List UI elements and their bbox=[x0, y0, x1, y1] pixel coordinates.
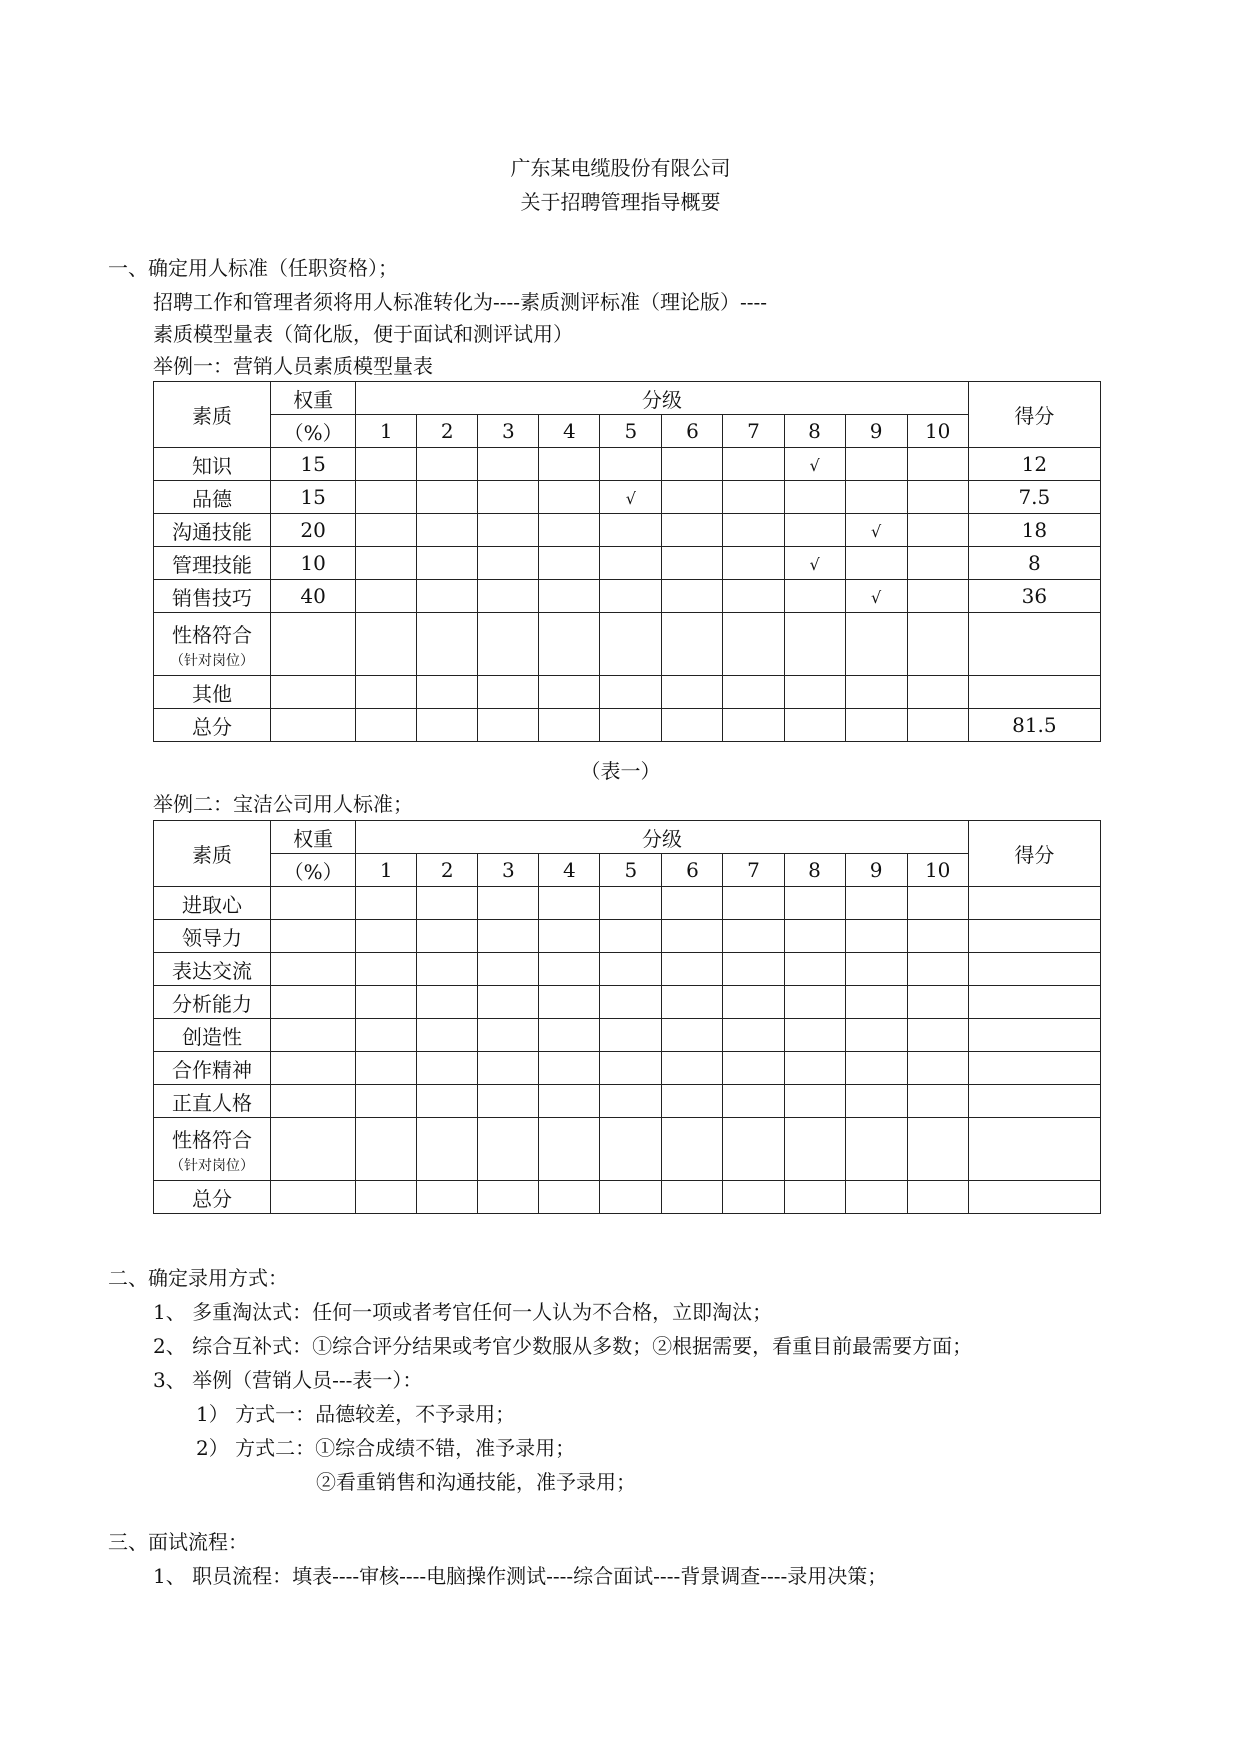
level-cell-6 bbox=[662, 514, 723, 547]
row-score bbox=[968, 676, 1100, 709]
level-cell-1 bbox=[356, 613, 417, 676]
level-cell-5 bbox=[600, 1181, 662, 1214]
level-cell-4 bbox=[539, 676, 600, 709]
row-score: 18 bbox=[968, 514, 1100, 547]
level-cell-4 bbox=[539, 613, 600, 676]
level-cell-8 bbox=[784, 580, 845, 613]
level-cell-1 bbox=[356, 1052, 417, 1085]
level-cell-10 bbox=[907, 953, 968, 986]
level-cell-1 bbox=[356, 1181, 417, 1214]
level-cell-7 bbox=[723, 514, 784, 547]
row-weight: 20 bbox=[271, 514, 356, 547]
table-row bbox=[154, 580, 1101, 613]
row-weight bbox=[271, 953, 356, 986]
level-cell-5 bbox=[600, 1052, 662, 1085]
level-cell-8 bbox=[784, 514, 845, 547]
row-score bbox=[968, 1085, 1100, 1118]
header-level-1: 1 bbox=[356, 415, 417, 448]
level-cell-8 bbox=[784, 953, 845, 986]
level-cell-6 bbox=[662, 580, 723, 613]
row-name: 总分 bbox=[154, 709, 271, 742]
row-weight bbox=[271, 1085, 356, 1118]
level-cell-8 bbox=[784, 986, 845, 1019]
header-weight: 权重 bbox=[271, 821, 356, 854]
header-level-4: 4 bbox=[539, 415, 600, 448]
level-cell-4 bbox=[539, 709, 600, 742]
level-cell-9 bbox=[845, 887, 907, 920]
level-cell-4 bbox=[539, 1085, 600, 1118]
level-cell-7 bbox=[723, 676, 784, 709]
level-cell-6 bbox=[662, 1085, 723, 1118]
row-weight bbox=[271, 1181, 356, 1214]
level-cell-1 bbox=[356, 448, 417, 481]
level-cell-3 bbox=[478, 481, 539, 514]
level-cell-2 bbox=[417, 448, 478, 481]
row-score: 8 bbox=[968, 547, 1100, 580]
level-cell-4 bbox=[539, 448, 600, 481]
level-cell-8 bbox=[784, 676, 845, 709]
level-cell-7 bbox=[723, 580, 784, 613]
level-cell-7 bbox=[723, 1019, 784, 1052]
header-level-3: 3 bbox=[478, 854, 539, 887]
level-cell-6 bbox=[662, 887, 723, 920]
table-row bbox=[154, 920, 1101, 953]
row-name bbox=[154, 1118, 271, 1181]
level-cell-1 bbox=[356, 1019, 417, 1052]
row-name: 品德 bbox=[154, 481, 271, 514]
level-cell-7 bbox=[723, 1181, 784, 1214]
level-cell-9 bbox=[845, 1085, 907, 1118]
level-cell-4 bbox=[539, 920, 600, 953]
row-weight: 10 bbox=[271, 547, 356, 580]
row-score: 12 bbox=[968, 448, 1100, 481]
row-score bbox=[968, 953, 1100, 986]
table-row bbox=[154, 547, 1101, 580]
header-level-8: 8 bbox=[784, 415, 845, 448]
level-cell-10 bbox=[907, 1181, 968, 1214]
table-row bbox=[154, 953, 1101, 986]
section1-heading: 一、确定用人标准（任职资格）； bbox=[108, 256, 398, 280]
level-cell-7 bbox=[723, 1052, 784, 1085]
level-cell-3 bbox=[478, 986, 539, 1019]
level-cell-8 bbox=[784, 1118, 845, 1181]
level-cell-3 bbox=[478, 1085, 539, 1118]
level-cell-1 bbox=[356, 986, 417, 1019]
row-name: 管理技能 bbox=[154, 547, 271, 580]
header-level-8: 8 bbox=[784, 854, 845, 887]
level-cell-6 bbox=[662, 986, 723, 1019]
level-cell-2 bbox=[417, 1181, 478, 1214]
level-cell-8 bbox=[784, 1085, 845, 1118]
level-cell-7 bbox=[723, 1085, 784, 1118]
level-cell-10 bbox=[907, 481, 968, 514]
level-cell-4 bbox=[539, 1181, 600, 1214]
level-cell-4 bbox=[539, 1052, 600, 1085]
level-cell-8 bbox=[784, 547, 845, 580]
row-weight bbox=[271, 920, 356, 953]
level-cell-8 bbox=[784, 481, 845, 514]
header-weight-unit: （%） bbox=[271, 415, 356, 448]
level-cell-4 bbox=[539, 547, 600, 580]
level-cell-4 bbox=[539, 953, 600, 986]
level-cell-10 bbox=[907, 613, 968, 676]
doc-subtitle: 关于招聘管理指导概要 bbox=[520, 190, 721, 214]
level-cell-6 bbox=[662, 1181, 723, 1214]
row-name: 进取心 bbox=[154, 887, 271, 920]
level-cell-1 bbox=[356, 887, 417, 920]
level-cell-5 bbox=[600, 613, 662, 676]
level-cell-6 bbox=[662, 1118, 723, 1181]
level-cell-10 bbox=[907, 920, 968, 953]
example2-label: 举例二：宝洁公司用人标准； bbox=[153, 792, 413, 816]
level-cell-6 bbox=[662, 481, 723, 514]
level-cell-3 bbox=[478, 613, 539, 676]
row-weight: 40 bbox=[271, 580, 356, 613]
level-cell-3 bbox=[478, 887, 539, 920]
level-cell-3 bbox=[478, 1019, 539, 1052]
level-cell-4 bbox=[539, 887, 600, 920]
level-cell-2 bbox=[417, 580, 478, 613]
header-level-9: 9 bbox=[845, 415, 907, 448]
check-mark: √ bbox=[809, 555, 820, 574]
header-quality: 素质 bbox=[154, 821, 271, 887]
level-cell-7 bbox=[723, 887, 784, 920]
row-name-note: （针对岗位） bbox=[170, 652, 255, 669]
row-score: 7.5 bbox=[968, 481, 1100, 514]
level-cell-9 bbox=[845, 613, 907, 676]
level-cell-10 bbox=[907, 514, 968, 547]
header-score: 得分 bbox=[968, 821, 1100, 887]
level-cell-5 bbox=[600, 953, 662, 986]
section1-line2: 素质模型量表（简化版，便于面试和测评试用） bbox=[153, 322, 573, 346]
table-row bbox=[154, 613, 1101, 676]
row-weight bbox=[271, 1052, 356, 1085]
level-cell-10 bbox=[907, 709, 968, 742]
level-cell-3 bbox=[478, 514, 539, 547]
level-cell-5 bbox=[600, 514, 662, 547]
level-cell-2 bbox=[417, 1118, 478, 1181]
level-cell-6 bbox=[662, 1019, 723, 1052]
header-level-5: 5 bbox=[600, 415, 662, 448]
row-name: 销售技巧 bbox=[154, 580, 271, 613]
level-cell-5 bbox=[600, 1118, 662, 1181]
level-cell-6 bbox=[662, 448, 723, 481]
section2-heading: 二、确定录用方式： bbox=[108, 1266, 288, 1290]
level-cell-3 bbox=[478, 1181, 539, 1214]
header-quality: 素质 bbox=[154, 382, 271, 448]
level-cell-8 bbox=[784, 709, 845, 742]
level-cell-6 bbox=[662, 920, 723, 953]
level-cell-5 bbox=[600, 986, 662, 1019]
level-cell-4 bbox=[539, 986, 600, 1019]
level-cell-9 bbox=[845, 1118, 907, 1181]
table1-caption: （表一） bbox=[580, 759, 661, 783]
row-score bbox=[968, 1181, 1100, 1214]
row-score: 81.5 bbox=[968, 709, 1100, 742]
level-cell-1 bbox=[356, 1085, 417, 1118]
level-cell-1 bbox=[356, 676, 417, 709]
level-cell-5 bbox=[600, 448, 662, 481]
level-cell-3 bbox=[478, 448, 539, 481]
level-cell-10 bbox=[907, 1019, 968, 1052]
level-cell-3 bbox=[478, 580, 539, 613]
header-grade: 分级 bbox=[356, 382, 969, 415]
level-cell-7 bbox=[723, 481, 784, 514]
level-cell-10 bbox=[907, 547, 968, 580]
header-level-10: 10 bbox=[907, 854, 968, 887]
row-weight bbox=[271, 986, 356, 1019]
level-cell-7 bbox=[723, 953, 784, 986]
check-mark: √ bbox=[870, 522, 882, 541]
check-mark: √ bbox=[809, 456, 820, 475]
level-cell-2 bbox=[417, 1052, 478, 1085]
row-name: 表达交流 bbox=[154, 953, 271, 986]
level-cell-7 bbox=[723, 986, 784, 1019]
level-cell-5 bbox=[600, 1019, 662, 1052]
header-level-4: 4 bbox=[539, 854, 600, 887]
level-cell-2 bbox=[417, 547, 478, 580]
level-cell-2 bbox=[417, 920, 478, 953]
row-name: 知识 bbox=[154, 448, 271, 481]
table-row bbox=[154, 887, 1101, 920]
section3-heading: 三、面试流程： bbox=[108, 1530, 248, 1554]
row-name: 总分 bbox=[154, 1181, 271, 1214]
level-cell-8 bbox=[784, 1181, 845, 1214]
level-cell-8 bbox=[784, 1052, 845, 1085]
table-row bbox=[154, 709, 1101, 742]
level-cell-7 bbox=[723, 448, 784, 481]
level-cell-9 bbox=[845, 676, 907, 709]
row-name-text: 性格符合 bbox=[172, 622, 253, 647]
header-score: 得分 bbox=[968, 382, 1100, 448]
level-cell-10 bbox=[907, 448, 968, 481]
level-cell-2 bbox=[417, 1085, 478, 1118]
level-cell-9 bbox=[845, 953, 907, 986]
section2-item3: 3、 举例（营销人员---表一）： bbox=[153, 1368, 423, 1392]
row-score bbox=[968, 613, 1100, 676]
level-cell-2 bbox=[417, 1019, 478, 1052]
row-score bbox=[968, 887, 1100, 920]
level-cell-10 bbox=[907, 1085, 968, 1118]
level-cell-10 bbox=[907, 986, 968, 1019]
row-name: 领导力 bbox=[154, 920, 271, 953]
table-row bbox=[154, 1118, 1101, 1181]
level-cell-2 bbox=[417, 953, 478, 986]
row-name: 分析能力 bbox=[154, 986, 271, 1019]
row-score bbox=[968, 986, 1100, 1019]
level-cell-2 bbox=[417, 709, 478, 742]
level-cell-10 bbox=[907, 676, 968, 709]
table-row bbox=[154, 1019, 1101, 1052]
level-cell-6 bbox=[662, 953, 723, 986]
header-level-5: 5 bbox=[600, 854, 662, 887]
level-cell-10 bbox=[907, 887, 968, 920]
section2-sub1: 1） 方式一：品德较差，不予录用； bbox=[196, 1402, 516, 1426]
level-cell-1 bbox=[356, 920, 417, 953]
section2-sub2b: ②看重销售和沟通技能，准予录用； bbox=[316, 1470, 636, 1494]
table-row bbox=[154, 986, 1101, 1019]
level-cell-3 bbox=[478, 920, 539, 953]
header-level-6: 6 bbox=[662, 415, 723, 448]
row-score bbox=[968, 1118, 1100, 1181]
table-row bbox=[154, 1052, 1101, 1085]
level-cell-9 bbox=[845, 580, 907, 613]
level-cell-5 bbox=[600, 580, 662, 613]
check-mark: √ bbox=[870, 588, 882, 607]
level-cell-8 bbox=[784, 887, 845, 920]
level-cell-2 bbox=[417, 887, 478, 920]
header-level-1: 1 bbox=[356, 854, 417, 887]
level-cell-9 bbox=[845, 920, 907, 953]
level-cell-5 bbox=[600, 887, 662, 920]
header-weight: 权重 bbox=[271, 382, 356, 415]
level-cell-9 bbox=[845, 1052, 907, 1085]
doc-title: 广东某电缆股份有限公司 bbox=[510, 156, 731, 180]
level-cell-7 bbox=[723, 1118, 784, 1181]
row-weight bbox=[271, 709, 356, 742]
header-level-7: 7 bbox=[723, 415, 784, 448]
level-cell-4 bbox=[539, 1019, 600, 1052]
level-cell-1 bbox=[356, 580, 417, 613]
pg-standards-table bbox=[153, 820, 1101, 1214]
row-name: 其他 bbox=[154, 676, 271, 709]
header-level-2: 2 bbox=[417, 415, 478, 448]
level-cell-9 bbox=[845, 514, 907, 547]
table-row bbox=[154, 1085, 1101, 1118]
row-name-note: （针对岗位） bbox=[170, 1157, 255, 1174]
level-cell-1 bbox=[356, 1118, 417, 1181]
level-cell-3 bbox=[478, 1052, 539, 1085]
level-cell-10 bbox=[907, 580, 968, 613]
row-name: 正直人格 bbox=[154, 1085, 271, 1118]
table-row bbox=[154, 448, 1101, 481]
header-level-10: 10 bbox=[907, 415, 968, 448]
row-weight bbox=[271, 1019, 356, 1052]
row-name: 沟通技能 bbox=[154, 514, 271, 547]
level-cell-2 bbox=[417, 676, 478, 709]
level-cell-3 bbox=[478, 547, 539, 580]
level-cell-10 bbox=[907, 1052, 968, 1085]
row-name-text: 性格符合 bbox=[172, 1127, 253, 1152]
level-cell-4 bbox=[539, 481, 600, 514]
level-cell-5 bbox=[600, 547, 662, 580]
level-cell-6 bbox=[662, 676, 723, 709]
row-weight: 15 bbox=[271, 448, 356, 481]
level-cell-5 bbox=[600, 1085, 662, 1118]
level-cell-1 bbox=[356, 953, 417, 986]
row-weight bbox=[271, 887, 356, 920]
section2-sub2: 2） 方式二：①综合成绩不错，准予录用； bbox=[196, 1436, 576, 1460]
row-name bbox=[154, 613, 271, 676]
level-cell-4 bbox=[539, 580, 600, 613]
level-cell-7 bbox=[723, 613, 784, 676]
level-cell-7 bbox=[723, 709, 784, 742]
header-weight-unit: （%） bbox=[271, 854, 356, 887]
row-score bbox=[968, 1019, 1100, 1052]
table-row bbox=[154, 514, 1101, 547]
level-cell-7 bbox=[723, 920, 784, 953]
level-cell-1 bbox=[356, 514, 417, 547]
row-weight bbox=[271, 676, 356, 709]
header-grade: 分级 bbox=[356, 821, 969, 854]
level-cell-10 bbox=[907, 1118, 968, 1181]
level-cell-4 bbox=[539, 514, 600, 547]
level-cell-6 bbox=[662, 613, 723, 676]
section3-item1: 1、 职员流程：填表----审核----电脑操作测试----综合面试----背景调查----录用决策； bbox=[153, 1564, 888, 1588]
level-cell-2 bbox=[417, 613, 478, 676]
level-cell-6 bbox=[662, 547, 723, 580]
level-cell-9 bbox=[845, 1181, 907, 1214]
level-cell-3 bbox=[478, 709, 539, 742]
level-cell-9 bbox=[845, 448, 907, 481]
level-cell-3 bbox=[478, 676, 539, 709]
level-cell-2 bbox=[417, 481, 478, 514]
level-cell-3 bbox=[478, 953, 539, 986]
level-cell-2 bbox=[417, 986, 478, 1019]
level-cell-8 bbox=[784, 448, 845, 481]
row-weight: 15 bbox=[271, 481, 356, 514]
level-cell-3 bbox=[478, 1118, 539, 1181]
level-cell-5 bbox=[600, 481, 662, 514]
row-name: 合作精神 bbox=[154, 1052, 271, 1085]
check-mark: √ bbox=[625, 489, 636, 508]
level-cell-6 bbox=[662, 1052, 723, 1085]
marketing-quality-table bbox=[153, 381, 1101, 742]
example1-label: 举例一：营销人员素质模型量表 bbox=[153, 354, 433, 378]
table-row bbox=[154, 676, 1101, 709]
level-cell-2 bbox=[417, 514, 478, 547]
level-cell-9 bbox=[845, 1019, 907, 1052]
level-cell-9 bbox=[845, 709, 907, 742]
row-score bbox=[968, 1052, 1100, 1085]
section2-item1: 1、 多重淘汰式：任何一项或者考官任何一人认为不合格，立即淘汰； bbox=[153, 1300, 773, 1324]
table-row bbox=[154, 481, 1101, 514]
row-name: 创造性 bbox=[154, 1019, 271, 1052]
row-weight bbox=[271, 1118, 356, 1181]
level-cell-5 bbox=[600, 709, 662, 742]
level-cell-5 bbox=[600, 676, 662, 709]
level-cell-6 bbox=[662, 709, 723, 742]
level-cell-4 bbox=[539, 1118, 600, 1181]
level-cell-1 bbox=[356, 481, 417, 514]
level-cell-9 bbox=[845, 547, 907, 580]
level-cell-9 bbox=[845, 986, 907, 1019]
level-cell-1 bbox=[356, 709, 417, 742]
row-score bbox=[968, 920, 1100, 953]
level-cell-9 bbox=[845, 481, 907, 514]
table-row bbox=[154, 1181, 1101, 1214]
header-level-2: 2 bbox=[417, 854, 478, 887]
level-cell-1 bbox=[356, 547, 417, 580]
header-level-6: 6 bbox=[662, 854, 723, 887]
section2-item2: 2、 综合互补式：①综合评分结果或考官少数服从多数；②根据需要，看重目前最需要方面； bbox=[153, 1334, 973, 1358]
level-cell-8 bbox=[784, 613, 845, 676]
row-weight bbox=[271, 613, 356, 676]
level-cell-8 bbox=[784, 1019, 845, 1052]
level-cell-8 bbox=[784, 920, 845, 953]
level-cell-5 bbox=[600, 920, 662, 953]
header-level-3: 3 bbox=[478, 415, 539, 448]
level-cell-7 bbox=[723, 547, 784, 580]
header-level-7: 7 bbox=[723, 854, 784, 887]
row-score: 36 bbox=[968, 580, 1100, 613]
section1-line1: 招聘工作和管理者须将用人标准转化为----素质测评标准（理论版）---- bbox=[153, 290, 768, 314]
header-level-9: 9 bbox=[845, 854, 907, 887]
